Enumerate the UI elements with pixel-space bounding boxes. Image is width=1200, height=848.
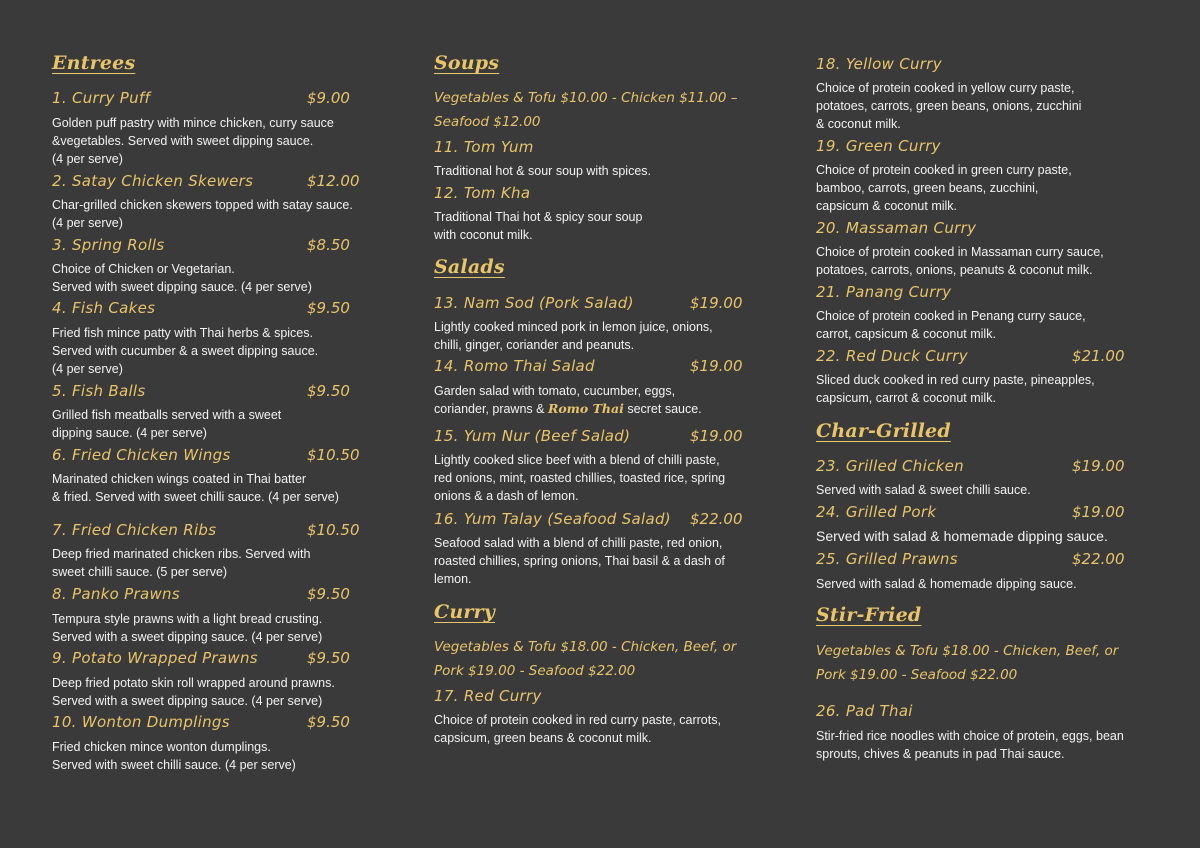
- menu-item-name: 9. Potato Wrapped Prawns: [52, 649, 258, 667]
- section-title-stir-fried: Stir-Fried: [816, 604, 922, 626]
- curry-price-line: Vegetables & Tofu $18.00 - Chicken, Beef, or Pork $19.00 - Seafood $22.00: [434, 639, 737, 679]
- section-title-salads: Salads: [434, 256, 505, 278]
- menu-item-name: 15. Yum Nur (Beef Salad): [434, 427, 631, 445]
- menu-item-price: $21.00: [1072, 347, 1125, 365]
- menu-item-description: Grilled fish meatballs served with a sweet dipping sauce. (4 per serve): [52, 408, 282, 441]
- menu-item-price: $19.00: [1072, 503, 1125, 521]
- menu-item-description: Sliced duck cooked in red curry paste, pineapples, capsicum, carrot & coconut milk.: [816, 373, 1095, 406]
- menu-item-description: Served with salad & homemade dipping sauce.: [816, 528, 1108, 544]
- menu-item-description: Deep fried marinated chicken ribs. Served with sweet chilli sauce. (5 per serve): [52, 547, 311, 580]
- menu-item-name: 17. Red Curry: [434, 687, 542, 705]
- menu-item-description: Golden puff pastry with mince chicken, curry sauce &vegetables. Served with sweet dipping sauce. (4 per serve): [52, 116, 334, 167]
- romo-thai-brand: Romo Thai: [547, 401, 624, 417]
- menu-item-description: Choice of Chicken or Vegetarian. Served with sweet dipping sauce. (4 per serve): [52, 262, 312, 295]
- menu-item-name: 14. Romo Thai Salad: [434, 357, 595, 375]
- soups-price-line: Vegetables & Tofu $10.00 - Chicken $11.00 – Seafood $12.00: [434, 90, 738, 130]
- menu-item-description: Marinated chicken wings coated in Thai batter & fried. Served with sweet chilli sauce. (4 per serve): [52, 472, 339, 505]
- menu-item-description: Traditional Thai hot & spicy sour soup with coconut milk.: [434, 210, 643, 243]
- menu-item-description: Lightly cooked minced pork in lemon juice, onions, chilli, ginger, coriander and peanuts.: [434, 320, 713, 353]
- menu-item-price: $9.50: [307, 713, 350, 731]
- menu-item-description: Choice of protein cooked in red curry paste, carrots, capsicum, green beans & coconut milk.: [434, 713, 721, 746]
- menu-item-description: Deep fried potato skin roll wrapped around prawns. Served with a sweet dipping sauce. (4 per serve): [52, 676, 335, 709]
- menu-item-price: $19.00: [1072, 457, 1125, 475]
- section-title-char-grilled: Char-Grilled: [816, 420, 951, 442]
- section-title-entrees: Entrees: [52, 52, 136, 74]
- menu-item-description: Choice of protein cooked in Massaman curry sauce, potatoes, carrots, onions, peanuts & coconut milk.: [816, 245, 1104, 278]
- menu-item-name: 4. Fish Cakes: [52, 299, 156, 317]
- menu-item-name: 21. Panang Curry: [816, 283, 952, 301]
- menu-item-price: $22.00: [690, 510, 743, 528]
- menu-item-description: Fried fish mince patty with Thai herbs & spices. Served with cucumber & a sweet dipping sauce. (4 per serve): [52, 326, 319, 377]
- menu-item-price: $19.00: [690, 427, 743, 445]
- menu-item-price: $22.00: [1072, 550, 1125, 568]
- stir-fried-price-line: Vegetables & Tofu $18.00 - Chicken, Beef, or Pork $19.00 - Seafood $22.00: [816, 643, 1119, 683]
- desc-text: secret sauce.: [623, 402, 702, 417]
- menu-item-name: 8. Panko Prawns: [52, 585, 180, 603]
- menu-item-name: 24. Grilled Pork: [816, 503, 937, 521]
- menu-item-description: Served with salad & homemade dipping sauce.: [816, 577, 1077, 591]
- menu-item-price: $9.50: [307, 585, 350, 603]
- menu-item-price: $9.50: [307, 299, 350, 317]
- menu-item-description: Stir-fried rice noodles with choice of protein, eggs, bean sprouts, chives & peanuts in pad Thai sauce.: [816, 729, 1124, 762]
- menu-item-name: 13. Nam Sod (Pork Salad): [434, 294, 634, 312]
- menu-item-name: 10. Wonton Dumplings: [52, 713, 230, 731]
- menu-item-description: Seafood salad with a blend of chilli paste, red onion, roasted chillies, spring onions, Thai basil & a dash of lemon.: [434, 536, 725, 587]
- desc-text: Garden salad with tomato, cucumber, eggs, coriander, prawns &: [434, 384, 676, 417]
- menu-item-description: Choice of protein cooked in Penang curry sauce, carrot, capsicum & coconut milk.: [816, 309, 1086, 342]
- menu-item-description: Served with salad & sweet chilli sauce.: [816, 483, 1031, 497]
- menu-item-price: $19.00: [690, 294, 743, 312]
- menu-item-description: Fried chicken mince wonton dumplings. Served with sweet chilli sauce. (4 per serve): [52, 740, 296, 773]
- menu-item-name: 16. Yum Talay (Seafood Salad): [434, 510, 671, 528]
- menu-item-description: Choice of protein cooked in green curry paste, bamboo, carrots, green beans, zucchini, capsicum & coconut milk.: [816, 163, 1072, 214]
- menu-item-name: 23. Grilled Chicken: [816, 457, 964, 475]
- menu-item-name: 6. Fried Chicken Wings: [52, 446, 231, 464]
- menu-item-description: [434, 382, 702, 418]
- section-title-soups: Soups: [434, 52, 500, 74]
- menu-item-description: Traditional hot & sour soup with spices.: [434, 164, 652, 178]
- menu-item-price: $19.00: [690, 357, 743, 375]
- menu-item-description: Tempura style prawns with a light bread crusting. Served with a sweet dipping sauce. (4 per serve): [52, 612, 323, 645]
- menu-item-name: 11. Tom Yum: [434, 138, 534, 156]
- menu-item-name: 2. Satay Chicken Skewers: [52, 172, 254, 190]
- menu-item-price: $8.50: [307, 236, 350, 254]
- menu-item-description: Choice of protein cooked in yellow curry paste, potatoes, carrots, green beans, onions, zucchini & coconut milk.: [816, 81, 1082, 132]
- menu-item-name: 18. Yellow Curry: [816, 55, 942, 73]
- menu-item-name: 12. Tom Kha: [434, 184, 531, 202]
- menu-item-price: $10.50: [307, 521, 360, 539]
- menu-item-name: 25. Grilled Prawns: [816, 550, 958, 568]
- menu-item-name: 1. Curry Puff: [52, 89, 151, 107]
- section-title-curry: Curry: [434, 601, 495, 623]
- menu-item-price: $9.50: [307, 382, 350, 400]
- menu-item-name: 20. Massaman Curry: [816, 219, 977, 237]
- menu-item-price: $9.50: [307, 649, 350, 667]
- menu-item-name: 7. Fried Chicken Ribs: [52, 521, 217, 539]
- menu-item-price: $9.00: [307, 89, 350, 107]
- menu-item-price: $10.50: [307, 446, 360, 464]
- menu-item-description: Char-grilled chicken skewers topped with satay sauce. (4 per serve): [52, 198, 353, 231]
- menu-item-price: $12.00: [307, 172, 360, 190]
- menu-item-name: 5. Fish Balls: [52, 382, 146, 400]
- menu-item-name: 22. Red Duck Curry: [816, 347, 968, 365]
- menu-item-name: 19. Green Curry: [816, 137, 941, 155]
- menu-item-description: Lightly cooked slice beef with a blend of chilli paste, red onions, mint, roasted chillies, toasted rice, spring onions & a dash of lemon.: [434, 453, 726, 504]
- menu-item-name: 26. Pad Thai: [816, 702, 913, 720]
- menu-item-name: 3. Spring Rolls: [52, 236, 165, 254]
